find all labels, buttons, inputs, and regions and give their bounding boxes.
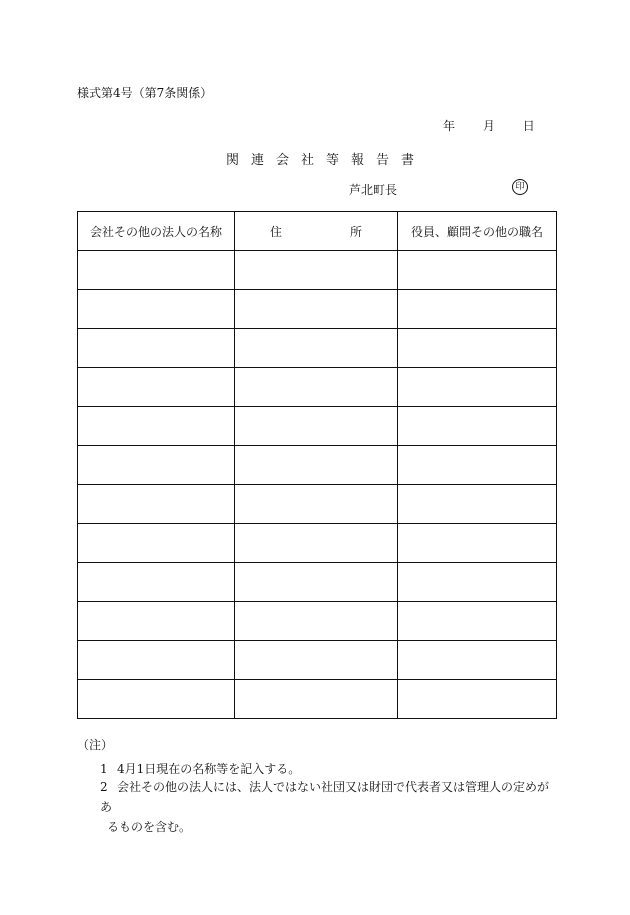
table-cell[interactable] bbox=[78, 602, 235, 641]
table-row bbox=[78, 446, 557, 485]
table-header-row bbox=[78, 212, 557, 251]
table-cell[interactable] bbox=[398, 446, 557, 485]
table-cell[interactable] bbox=[235, 602, 398, 641]
table-cell[interactable] bbox=[398, 368, 557, 407]
table-cell[interactable] bbox=[398, 290, 557, 329]
document-title: 関連会社等報告書 bbox=[226, 153, 427, 168]
table-cell[interactable] bbox=[398, 680, 557, 719]
table-cell[interactable] bbox=[235, 680, 398, 719]
table-row bbox=[78, 485, 557, 524]
table-row bbox=[78, 563, 557, 602]
table-cell[interactable] bbox=[78, 407, 235, 446]
table-cell[interactable] bbox=[235, 563, 398, 602]
table-cell[interactable] bbox=[398, 524, 557, 563]
table-row bbox=[78, 524, 557, 563]
note-number: 2 bbox=[100, 780, 108, 794]
header-position: 役員、顧問その他の職名 bbox=[398, 212, 557, 251]
table-cell[interactable] bbox=[235, 368, 398, 407]
table-cell[interactable] bbox=[398, 641, 557, 680]
table-cell[interactable] bbox=[78, 329, 235, 368]
table-cell[interactable] bbox=[398, 407, 557, 446]
table-row bbox=[78, 290, 557, 329]
date-line bbox=[443, 117, 535, 134]
table-cell[interactable] bbox=[235, 485, 398, 524]
header-address-part-1: 住 bbox=[269, 224, 282, 239]
table-row bbox=[78, 407, 557, 446]
note-text-continuation: るものを含む。 bbox=[107, 820, 192, 834]
table-cell[interactable] bbox=[235, 329, 398, 368]
table-cell[interactable] bbox=[235, 407, 398, 446]
table-cell[interactable] bbox=[78, 485, 235, 524]
table-cell[interactable] bbox=[235, 290, 398, 329]
header-address bbox=[235, 212, 398, 251]
seal-mark-icon: 印 bbox=[512, 179, 528, 195]
table-cell[interactable] bbox=[398, 602, 557, 641]
table-cell[interactable] bbox=[398, 251, 557, 290]
table-row bbox=[78, 680, 557, 719]
table-cell[interactable] bbox=[78, 368, 235, 407]
header-address-part-2: 所 bbox=[350, 224, 363, 239]
recipient-name: 芦北町長 bbox=[349, 183, 398, 197]
note-item bbox=[100, 777, 560, 837]
form-number-label: 様式第4号（第7条関係） bbox=[77, 86, 213, 100]
table-row bbox=[78, 602, 557, 641]
table-cell[interactable] bbox=[398, 329, 557, 368]
table-cell[interactable] bbox=[78, 680, 235, 719]
date-month-label: 月 bbox=[482, 119, 495, 133]
table-row bbox=[78, 368, 557, 407]
note-text: 4月1日現在の名称等を記入する。 bbox=[117, 762, 301, 776]
table-cell[interactable] bbox=[235, 641, 398, 680]
table-cell[interactable] bbox=[235, 446, 398, 485]
date-day-label: 日 bbox=[522, 119, 535, 133]
note-item bbox=[100, 759, 560, 779]
related-companies-table bbox=[77, 211, 557, 719]
date-year-label: 年 bbox=[443, 119, 456, 133]
table-cell[interactable] bbox=[78, 251, 235, 290]
table-row bbox=[78, 329, 557, 368]
table-cell[interactable] bbox=[78, 446, 235, 485]
table-cell[interactable] bbox=[235, 251, 398, 290]
notes-heading: （注） bbox=[77, 738, 114, 752]
table-cell[interactable] bbox=[78, 563, 235, 602]
note-text: 会社その他の法人には、法人ではない社団又は財団で代表者又は管理人の定めがあ bbox=[100, 780, 550, 814]
table-row bbox=[78, 641, 557, 680]
note-number: 1 bbox=[100, 762, 108, 776]
table-cell[interactable] bbox=[78, 290, 235, 329]
table-cell[interactable] bbox=[398, 485, 557, 524]
table-cell[interactable] bbox=[78, 524, 235, 563]
table-cell[interactable] bbox=[78, 641, 235, 680]
header-company-name: 会社その他の法人の名称 bbox=[78, 212, 235, 251]
table-cell[interactable] bbox=[398, 563, 557, 602]
table-body bbox=[78, 251, 557, 719]
table-cell[interactable] bbox=[235, 524, 398, 563]
table-row bbox=[78, 251, 557, 290]
